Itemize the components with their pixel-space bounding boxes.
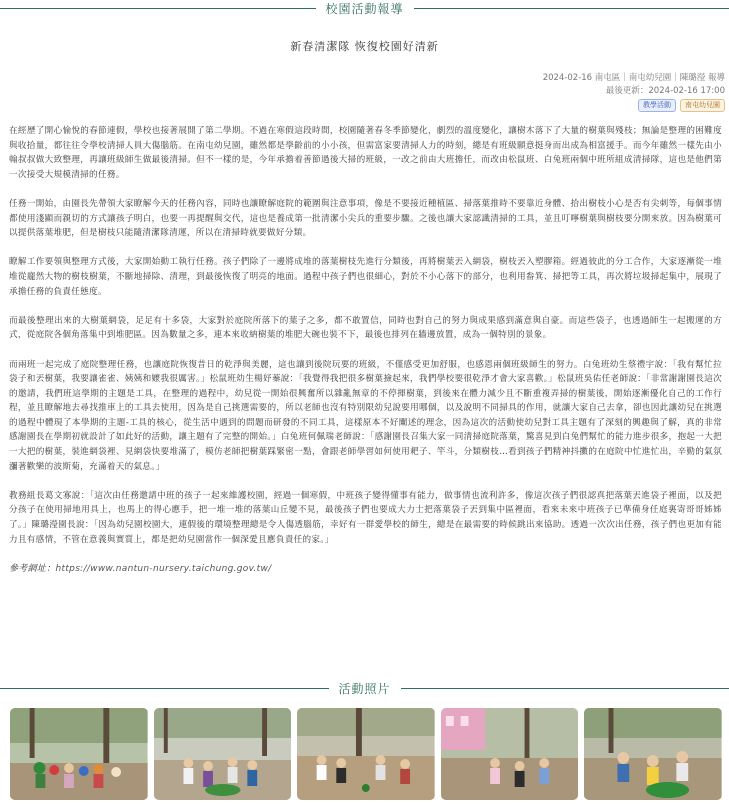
article-meta (543, 72, 725, 98)
activity-photo[interactable] (297, 708, 435, 800)
section-title: 校園活動報導 (325, 2, 404, 16)
tag-school[interactable]: 南屯幼兒園 (680, 99, 725, 112)
reference (9, 562, 722, 577)
photo-gallery (10, 708, 722, 800)
paragraph: 在經歷了開心愉悅的春節連假，學校也接著展開了第二學期。不過在寒假這段時間，校園隨著春冬季節變化，劇烈的溫度變化，讓樹木落下了大量的樹葉與殘枝；無論是整理的困難度與收拾量，都往往令學校清掃人員大傷腦筋。在南屯幼兒園，雖然都是學齡前的小小孩，但需富家要清掃人力的時刻，總是有班級願意挺身而出成為相富援手。而今年雖然一樣先由小翰叔叔做大致整理，再讓班級師生做最後清掃。但不一樣的是，今年承擔着善節過後大掃的班級，一改之前由大班擔任，而改由松鼠班、白兔班兩個中班所組成清掃隊，這也是他們第一次接受大規模清掃的任務。 (9, 126, 722, 180)
paragraph: 而兩班一起完成了庭院整理任務，也讓庭院恢復昔日的乾淨與美麗，這也讓到後院玩要的班級，不僅感受更加舒服，也感恩兩個班級師生的努力。白兔班幼生蔡禮宇說：「我有幫忙拉袋子和丟樹葉，我要讓雀雀、姨姨和嬤我很厲害。」松鼠班幼生楊妤蓁說：「我覺得我把很多樹葉撿起來，我們學校要很乾淨才會大家喜歡。」松鼠班吳佑任老師說：「非常謝謝園長這次的邀請，我們班這學期的主題是工具，在整理的過程中，幼兒從一開始很興奮所以雜亂無章的不停揮樹葉，到後來在體力減少且不斷重複弄掃的樹葉後，開始逐漸優化自己的工作行程，並且瞭解地去尋找推車上的工具去使用，因為是自己挑選需要的，所以老師也沒有特別限幼兒說要用哪個，以及說明不同掃具的作用，就讓大家自己去拿，卻也因此讓幼兒在挑選的過程中體現了本學期的主題-工具的核心，從生活中遇到的問題而研發的不同工具，這樣原本不好闡述的理念，因為這次的活動使幼兒對工具主題有了深刻的興趣與了解，真的非常感謝園長在學期初就設計了如此好的活動，讓主題有了完整的開始。」白兔班何佩瑞老師說：「感謝園長召集大家一同清掃庭院落葉，驚喜見到白兔們幫忙的能力進步很多，抱起一大把一大把的樹葉，裝進網袋裡、見網袋快要堆滿了，模仿老師把樹葉踩緊密一點，會跟老師學習如何使用耙子、竿斗，分類樹枝…看到孩子們精神抖擻的在庭院中忙進忙出，辛勤的氣氛瀰著歡樂的波斯菊，充滿着天的氣息。」 (9, 359, 722, 472)
tag-teaching[interactable]: 教學活動 (638, 99, 676, 112)
tag-list (638, 99, 725, 112)
meta-source: 2024-02-16 南屯區｜南屯幼兒園｜陳璐瀅 報導 (542, 73, 725, 83)
reference-link[interactable]: https://www.nantun-nursery.taichung.gov.tw/ (55, 563, 272, 574)
activity-photo[interactable] (441, 708, 579, 800)
reference-label: 參考網址： (9, 563, 56, 574)
photos-header (0, 680, 729, 697)
paragraph: 而最後整理出來的大樹葉網袋，足足有十多袋，大家對於庭院所落下的葉子之多，都不敢置信，同時也對自己的努力與成果感到滿意與自豪。而這些袋子，也透過師生一起搬運的方式，從庭院各個角落集中到堆肥區。因為數量之多，連本來收納樹葉的堆肥大碗也裝不下，最後也排列在牆邊放置，成為一個特別的景象。 (9, 315, 722, 341)
section-header (0, 0, 729, 17)
article-body (9, 124, 722, 576)
paragraph: 瞭解工作要領與整理方式後，大家開始動工執行任務。孩子們除了一邊將成堆的落葉樹枝先進行分類後，再將樹葉丟入網袋，樹枝丟入塑膠箱。經過彼此的分工合作，大家逐漸從一堆堆從龐然大物的樹枝樹葉，不斷地掃除、清理，到最後恢復了明亮的地面。過程中孩子們也很細心，對於不小心落下的部分，也利用畚箕、掃把等工具，再次將垃圾掃起集中，展現了承擔任務的負責任態度。 (9, 257, 722, 297)
divider-left (0, 8, 316, 9)
meta-updated: 最後更新：2024-02-16 17:00 (605, 86, 725, 96)
paragraph: 教務組長葛文寡說：「這次由任務邀請中班的孩子一起來維護校園，經過一個寒假，中班孩子變得懂事有能力，做事情也流利許多，像這次孩子們很認真把落葉丟進袋子裡面，以及把分孩子在使用掃地用具上，也馬上的得心應手，把一堆一堆的落葉山丘變不見，最後孩子們也要成大力士把落葉袋子丟到集中區裡面，看來未來中班孩子已準備身任庭裏寄哥哥姊姊了。」陳璐瀅園長說：「因為幼兒園校園大，連假後的環境整理總是令人傷透腦筋，幸好有一群愛學校的師生，總是在最需要的時候跳出來協助。透過一次次出任務，孩子們也更加有能力且有感情，不管在意義與實質上，都是把幼兒園當作一個深愛且應負責任的家。」 (9, 490, 722, 545)
activity-photo[interactable] (10, 708, 148, 800)
divider-right (401, 688, 729, 689)
divider-right (414, 8, 729, 9)
paragraph: 任務一開始，由園長先帶領大家瞭解今天的任務內容，同時也讓瞭解庭院的範圍與注意事項，像是不要接近種植區、掃落葉推時不要靠近身體、拾出樹枝小心是否有尖刺等，每個事情都使用淺顯而親切的方式讓孩子明白，也要一再提醒與交代，這也是養成第一批清潔小尖兵的重要步驟。之後也讓大家認識清掃的工具，並且叮嚀樹葉與樹枝要分開來放。因為樹葉可以提供落葉堆肥，但是樹枝只能隨清潔隊清運，所以在清掃時就要做好分類。 (9, 198, 722, 239)
divider-left (0, 688, 329, 689)
activity-photo[interactable] (154, 708, 292, 800)
article-title: 新春清潔隊 恢復校園好清新 (290, 40, 439, 53)
photos-title: 活動照片 (338, 682, 391, 696)
activity-photo[interactable] (584, 708, 722, 800)
